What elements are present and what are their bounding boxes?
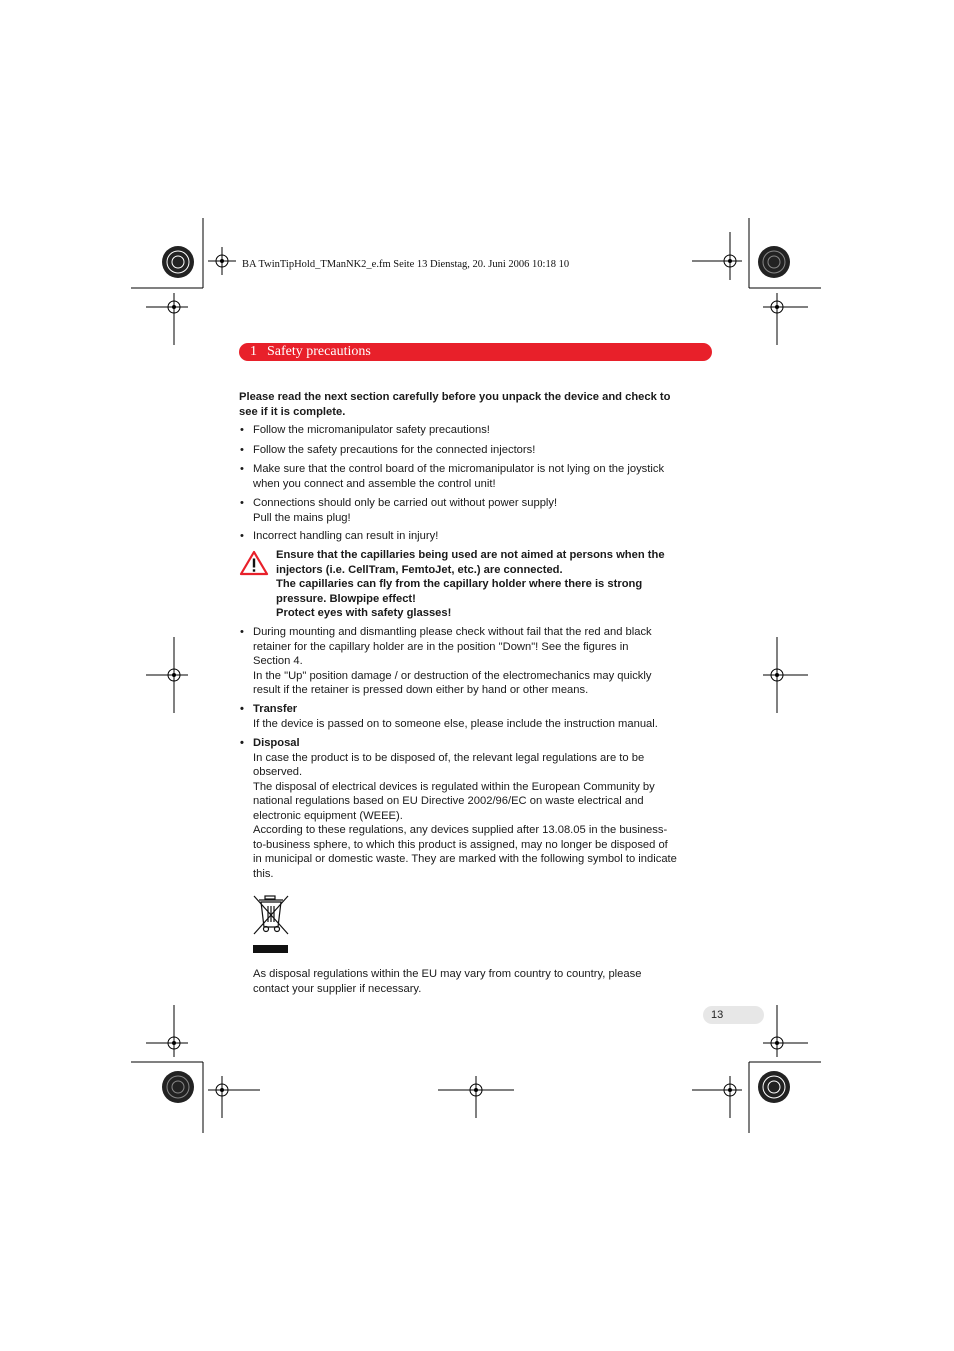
transfer-item: Transfer If the device is passed on to someone else, please include the instruction manual. — [253, 702, 715, 731]
page-number-badge — [703, 1006, 764, 1024]
transfer-heading: Transfer — [253, 703, 298, 715]
list-item: Follow the safety precautions for the connected injectors! — [253, 444, 536, 456]
warning-text: Ensure that the capillaries being used are not aimed at persons when the injectors (i.e. CellTram, FemtoJet, etc.) are connected. The capillaries can fly from the capillary holder where there is strong pressure. Blowpipe effect! Protect eyes with safety glasses! — [276, 549, 665, 619]
disposal-heading: Disposal — [253, 737, 300, 749]
section-number: 1 — [250, 344, 257, 359]
bullet-marker: • — [240, 444, 244, 456]
bullet-marker: • — [240, 626, 244, 638]
weee-crossed-bin-icon — [252, 894, 290, 936]
bullet-marker: • — [240, 463, 244, 475]
intro-paragraph: Please read the next section carefully before you unpack the device and check to see if it is complete. — [239, 391, 671, 418]
bullet-marker: • — [240, 737, 244, 749]
page-number: 13 — [711, 1009, 724, 1021]
bullet-marker: • — [240, 530, 244, 542]
list-item: Connections should only be carried out without power supply! Pull the mains plug! — [253, 497, 558, 524]
bullet-marker: • — [240, 424, 244, 436]
disposal-closing: As disposal regulations within the EU may vary from country to country, please contact your supplier if necessary. — [253, 968, 642, 995]
section-title: Safety precautions — [267, 344, 371, 359]
mounting-item: During mounting and dismantling please check without fail that the red and black retainer for the capillary holder are in the position "Down"! See the figures in Section 4. In the "Up" position damage / or destruction of the electromechanics may quickly result if the retainer is pressed down either by hand or other means. — [253, 626, 652, 696]
warning-triangle-icon — [239, 550, 269, 576]
list-item: Make sure that the control board of the micromanipulator is not lying on the joystick when you connect and assemble the control unit! — [253, 463, 665, 490]
file-info-header: BA TwinTipHold_TManNK2_e.fm Seite 13 Dienstag, 20. Juni 2006 10:18 10 — [242, 259, 570, 270]
bullet-marker: • — [240, 703, 244, 715]
bullet-marker: • — [240, 497, 244, 509]
weee-symbol-bar — [253, 945, 288, 953]
disposal-item: Disposal In case the product is to be disposed of, the relevant legal regulations are to be observed. The disposal of electrical devices is regulated within the European Community by national regulations based on EU Directive 2002/96/EC on waste electrical and electronic equipment (WEEE). According to these regulations, any devices supplied after 13.08.05 in the business- to-business sphere, to which this product is assigned, may no longer be disposed of in municipal or domestic waste. They are marked with the following symbol to indicate this. — [253, 736, 715, 881]
section-heading-bar — [239, 343, 712, 361]
list-item: Follow the micromanipulator safety precautions! — [253, 424, 490, 436]
list-item: Incorrect handling can result in injury! — [253, 530, 439, 542]
